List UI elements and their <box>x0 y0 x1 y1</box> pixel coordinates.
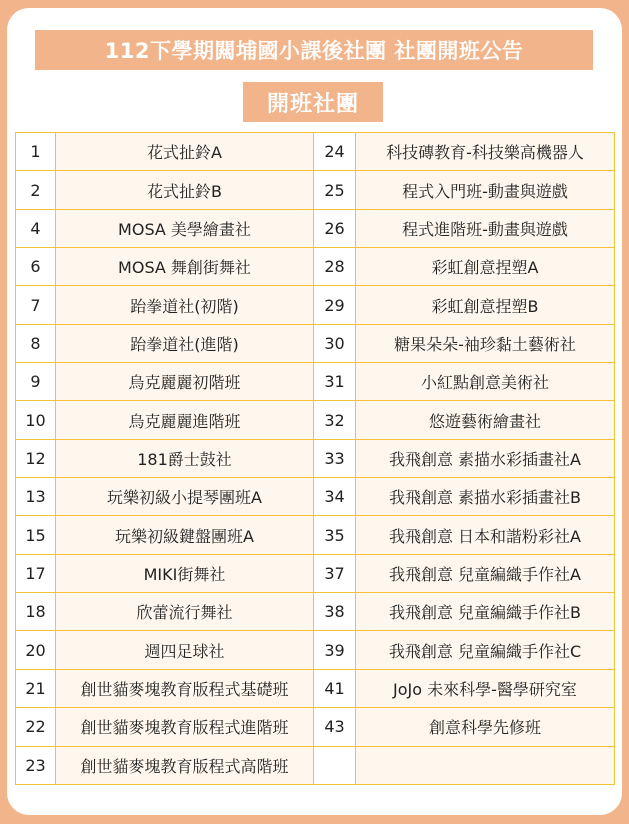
club-number-cell: 8 <box>16 324 56 362</box>
club-name-cell: 週四足球社 <box>56 631 314 669</box>
table-row <box>16 439 615 477</box>
club-name-cell: 小紅點創意美術社 <box>356 363 615 401</box>
table-row <box>16 324 615 362</box>
club-name-cell: 花式扯鈴B <box>56 171 314 209</box>
club-number-cell: 4 <box>16 209 56 247</box>
club-name-cell: 欣蕾流行舞社 <box>56 593 314 631</box>
club-number-cell: 20 <box>16 631 56 669</box>
table-row <box>16 401 615 439</box>
club-number-cell: 2 <box>16 171 56 209</box>
table-row <box>16 286 615 324</box>
club-name-cell: 程式進階班-動畫與遊戲 <box>356 209 615 247</box>
club-name-cell: 我飛創意 兒童編織手作社C <box>356 631 615 669</box>
club-name-cell: 我飛創意 素描水彩插畫社B <box>356 478 615 516</box>
club-name-cell: 玩樂初級小提琴團班A <box>56 478 314 516</box>
club-name-cell: 花式扯鈴A <box>56 133 314 171</box>
table-row <box>16 133 615 171</box>
club-name-cell: 我飛創意 兒童編織手作社B <box>356 593 615 631</box>
club-name-cell <box>356 746 615 784</box>
club-name-cell: 程式入門班-動畫與遊戲 <box>356 171 615 209</box>
club-name-cell: 悠遊藝術繪畫社 <box>356 401 615 439</box>
club-number-cell: 34 <box>314 478 356 516</box>
table-row <box>16 593 615 631</box>
club-number-cell: 18 <box>16 593 56 631</box>
club-name-cell: MOSA 美學繪畫社 <box>56 209 314 247</box>
club-name-cell: 創世貓麥塊教育版程式基礎班 <box>56 669 314 707</box>
club-number-cell <box>314 746 356 784</box>
table-row <box>16 746 615 784</box>
club-name-cell: 糖果朵朵-袖珍黏土藝術社 <box>356 324 615 362</box>
club-name-cell: MIKI街舞社 <box>56 554 314 592</box>
club-number-cell: 39 <box>314 631 356 669</box>
table-row <box>16 478 615 516</box>
club-number-cell: 37 <box>314 554 356 592</box>
club-number-cell: 1 <box>16 133 56 171</box>
table-row <box>16 669 615 707</box>
club-table-body <box>16 133 615 785</box>
club-name-cell: 我飛創意 日本和諧粉彩社A <box>356 516 615 554</box>
club-number-cell: 6 <box>16 248 56 286</box>
club-name-cell: 創世貓麥塊教育版程式高階班 <box>56 746 314 784</box>
club-number-cell: 41 <box>314 669 356 707</box>
table-row <box>16 554 615 592</box>
club-number-cell: 23 <box>16 746 56 784</box>
club-number-cell: 32 <box>314 401 356 439</box>
club-name-cell: JoJo 未來科學-醫學研究室 <box>356 669 615 707</box>
club-name-cell: 彩虹創意捏塑B <box>356 286 615 324</box>
club-number-cell: 31 <box>314 363 356 401</box>
club-number-cell: 29 <box>314 286 356 324</box>
club-name-cell: 跆拳道社(初階) <box>56 286 314 324</box>
club-name-cell: 跆拳道社(進階) <box>56 324 314 362</box>
club-number-cell: 38 <box>314 593 356 631</box>
club-number-cell: 24 <box>314 133 356 171</box>
table-row <box>16 631 615 669</box>
club-number-cell: 21 <box>16 669 56 707</box>
club-name-cell: MOSA 舞創街舞社 <box>56 248 314 286</box>
club-number-cell: 12 <box>16 439 56 477</box>
table-row <box>16 248 615 286</box>
club-number-cell: 43 <box>314 708 356 746</box>
club-number-cell: 13 <box>16 478 56 516</box>
club-name-cell: 烏克麗麗初階班 <box>56 363 314 401</box>
club-name-cell: 彩虹創意捏塑A <box>356 248 615 286</box>
club-number-cell: 28 <box>314 248 356 286</box>
club-number-cell: 7 <box>16 286 56 324</box>
club-name-cell: 烏克麗麗進階班 <box>56 401 314 439</box>
club-name-cell: 我飛創意 兒童編織手作社A <box>356 554 615 592</box>
club-name-cell: 181爵士鼓社 <box>56 439 314 477</box>
club-number-cell: 35 <box>314 516 356 554</box>
club-number-cell: 9 <box>16 363 56 401</box>
table-row <box>16 209 615 247</box>
club-name-cell: 我飛創意 素描水彩插畫社A <box>356 439 615 477</box>
club-number-cell: 22 <box>16 708 56 746</box>
club-number-cell: 26 <box>314 209 356 247</box>
club-number-cell: 15 <box>16 516 56 554</box>
club-number-cell: 10 <box>16 401 56 439</box>
section-subtitle: 開班社團 <box>243 82 383 122</box>
club-name-cell: 科技磚教育-科技樂高機器人 <box>356 133 615 171</box>
table-row <box>16 363 615 401</box>
announcement-card <box>7 8 622 815</box>
table-row <box>16 516 615 554</box>
club-number-cell: 33 <box>314 439 356 477</box>
page-title: 112下學期闗埔國小課後社團 社團開班公告 <box>35 30 593 70</box>
table-row <box>16 708 615 746</box>
table-row <box>16 171 615 209</box>
club-name-cell: 玩樂初級鍵盤團班A <box>56 516 314 554</box>
club-name-cell: 創意科學先修班 <box>356 708 615 746</box>
club-number-cell: 25 <box>314 171 356 209</box>
club-number-cell: 30 <box>314 324 356 362</box>
club-number-cell: 17 <box>16 554 56 592</box>
club-name-cell: 創世貓麥塊教育版程式進階班 <box>56 708 314 746</box>
club-table <box>15 132 615 785</box>
